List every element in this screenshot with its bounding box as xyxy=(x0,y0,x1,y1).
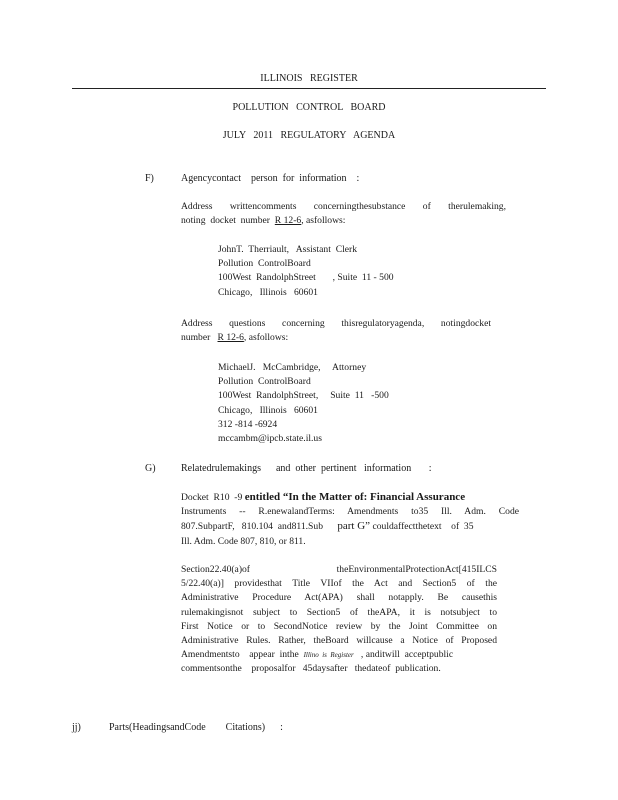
illinois-register-italic: Illino is Register xyxy=(303,651,354,660)
section-2240-line-7 xyxy=(181,648,497,662)
section-2240-line-6: Administrative Rules. Rather, theBoard willcause a Notice of Proposed xyxy=(181,635,497,647)
docket-number-link-2: R 12-6 xyxy=(217,332,244,344)
address-questions-line-2-suffix: , asfollows: xyxy=(243,332,289,344)
section-g-marker: G) xyxy=(145,463,156,474)
docket-r10-line-3-part: part G” xyxy=(337,520,371,533)
section-2240-line-2: 5/22.40(a)] providesthat Title VIIof the Act and Section5 of the xyxy=(181,578,497,590)
section-2240-line-1: Section22.40(a)of theEnvironmentalProtectionAct[415ILCS xyxy=(181,564,497,575)
contact-1-street: 100West RandolphStreet , Suite 11 - 500 xyxy=(218,272,394,284)
board-title: POLLUTION CONTROL BOARD xyxy=(232,102,386,113)
section-f-heading: Agencycontact person for information : xyxy=(181,173,360,184)
docket-r10-line-2: Instruments -- R.enewalandTerms: Amendments to35 Ill. Adm. Code xyxy=(181,506,519,518)
agenda-title: JULY 2011 REGULATORY AGENDA xyxy=(222,130,396,141)
docket-r10-line-3-end: couldaffectthetext of 35 xyxy=(370,521,474,533)
header-rule xyxy=(72,88,546,89)
section-f-marker: F) xyxy=(145,173,154,184)
contact-1-org: Pollution ControlBoard xyxy=(218,258,311,270)
docket-r10-line-1 xyxy=(181,490,519,505)
address-comments-line-2 xyxy=(181,214,506,228)
section-2240-line-3: Administrative Procedure Act(APA) shall notapply. Be causethis xyxy=(181,592,497,604)
address-questions-paragraph xyxy=(181,317,491,345)
docket-number-link-1: R 12-6 xyxy=(274,215,302,227)
section-g-heading: Relatedrulemakings and other pertinent information : xyxy=(181,463,432,474)
section-2240-line-8: commentsonthe proposalfor 45daysafter thedateof publication. xyxy=(181,663,441,675)
docket-r10-title: entitled “In the Matter of: Financial Assurance xyxy=(244,491,466,503)
contact-block-clerk xyxy=(218,243,394,300)
address-questions-line-2-text: number xyxy=(181,332,218,344)
contact-2-city: Chicago, Illinois 60601 xyxy=(218,404,318,416)
address-comments-line-2-text: noting docket number xyxy=(181,215,275,227)
contact-block-attorney xyxy=(218,361,389,446)
register-title: ILLINOIS REGISTER xyxy=(260,73,358,84)
section-2240-line-5: First Notice or to SecondNotice review by the Joint Committee on xyxy=(181,620,497,632)
address-comments-line-2-suffix: , asfollows: xyxy=(301,215,346,227)
contact-2-street: 100West RandolphStreet, Suite 11 -500 xyxy=(218,390,389,402)
contact-2-org: Pollution ControlBoard xyxy=(218,376,311,388)
section-2240-line-7-start: Amendmentsto appear inthe xyxy=(181,649,304,661)
address-questions-line-2 xyxy=(181,331,491,345)
section-jj-marker: jj) xyxy=(72,722,81,733)
contact-2-email: mccambm@ipcb.state.il.us xyxy=(218,433,322,445)
docket-r10-line-3-start: 807.SubpartF, 810.104 and811.Sub xyxy=(181,521,338,533)
contact-2-name: MichaelJ. McCambridge, Attorney xyxy=(218,362,367,373)
address-comments-line-1: Address writtencomments concerningthesubstance of therulemaking, xyxy=(181,201,506,212)
section-2240-line-4: rulemakingisnot subject to Section5 of theAPA, it is notsubject to xyxy=(181,606,497,618)
section-2240-paragraph xyxy=(181,563,497,677)
address-questions-line-1: Address questions concerning thisregulatoryagenda, notingdocket xyxy=(181,318,491,329)
contact-1-city: Chicago, Illinois 60601 xyxy=(218,286,318,298)
address-comments-paragraph xyxy=(181,200,506,228)
docket-r10-line-4: Ill. Adm. Code 807, 810, or 811. xyxy=(181,535,306,547)
docket-r10-number: Docket R10 -9 xyxy=(181,492,245,503)
section-jj-heading: Parts(HeadingsandCode Citations) : xyxy=(109,722,283,733)
section-2240-line-7-end: , anditwill acceptpublic xyxy=(353,649,454,661)
docket-r10-paragraph xyxy=(181,490,519,549)
contact-2-phone: 312 -814 -6924 xyxy=(218,418,278,430)
contact-1-name: JohnT. Therriault, Assistant Clerk xyxy=(218,244,358,255)
docket-r10-line-3 xyxy=(181,519,519,534)
